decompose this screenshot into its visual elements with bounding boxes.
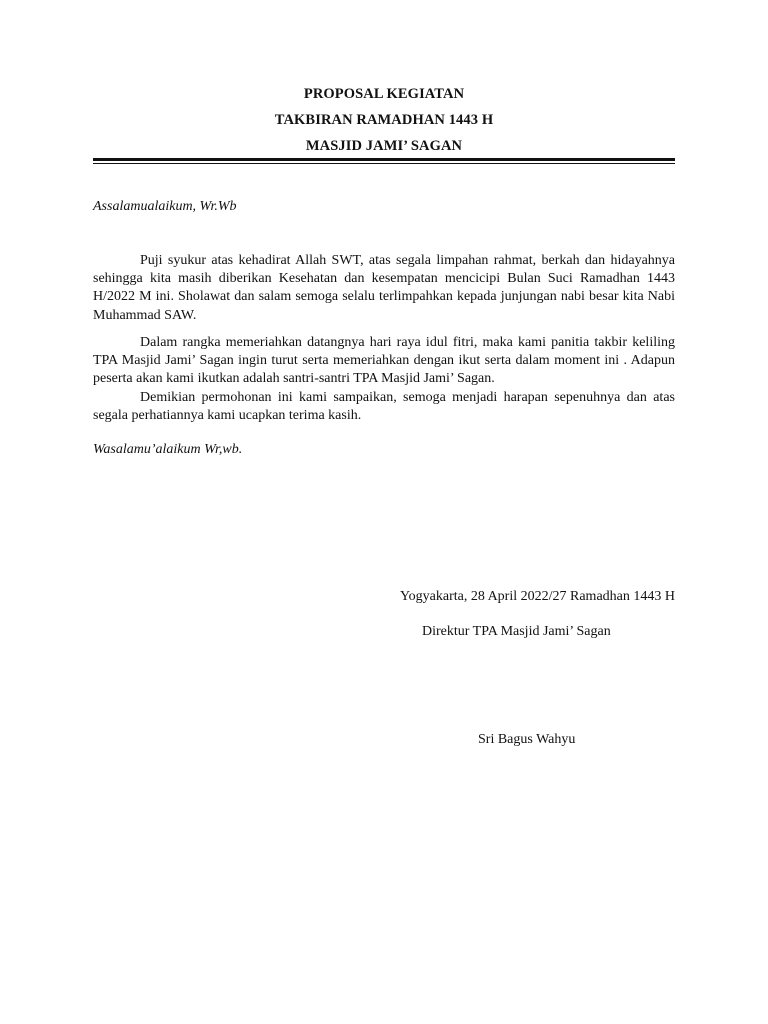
document-title: PROPOSAL KEGIATAN [303,86,465,102]
signatory-name: Sri Bagus Wahyu [478,732,576,747]
paragraph-opening: Puji syukur atas kehadirat Allah SWT, atas segala limpahan rahmat, berkah dan hidayahnya sehingga kita masih diberikan Kesehatan dan kesempatan mencicipi Bulan Suci Ramadhan 1443 H/2022 M ini. Sholawat dan salam semoga selalu terlimpahkan kepada junjungan nabi besar kita Nabi Muhammad SAW. [93,253,675,323]
header-divider-thick [93,158,675,161]
paragraph-closing: Demikian permohonan ini kami sampaikan, semoga menjadi harapan sepenuhnya dan atas segala perhatiannya kami ucapkan terima kasih. [93,389,675,423]
place-and-date: Yogyakarta, 28 April 2022/27 Ramadhan 1443 H [399,589,675,604]
document-subtitle: TAKBIRAN RAMADHAN 1443 H [274,112,494,128]
closing-greeting: Wasalamu’alaikum Wr,wb. [93,442,243,457]
signatory-position: Direktur TPA Masjid Jami’ Sagan [422,624,611,639]
letter-body [93,252,675,325]
letter-body-continued [93,334,675,425]
opening-greeting: Assalamualaikum, Wr.Wb [93,199,237,214]
paragraph-purpose: Dalam rangka memeriahkan datangnya hari raya idul fitri, maka kami panitia takbir keliling TPA Masjid Jami’ Sagan ingin turut serta memeriahkan dengan ikut serta dalam moment ini . Adapun peserta akan kami ikutkan adalah santri-santri TPA Masjid Jami’ Sagan. [93,335,675,387]
header-divider-thin [93,163,675,164]
document-organization: MASJID JAMI’ SAGAN [305,138,463,154]
